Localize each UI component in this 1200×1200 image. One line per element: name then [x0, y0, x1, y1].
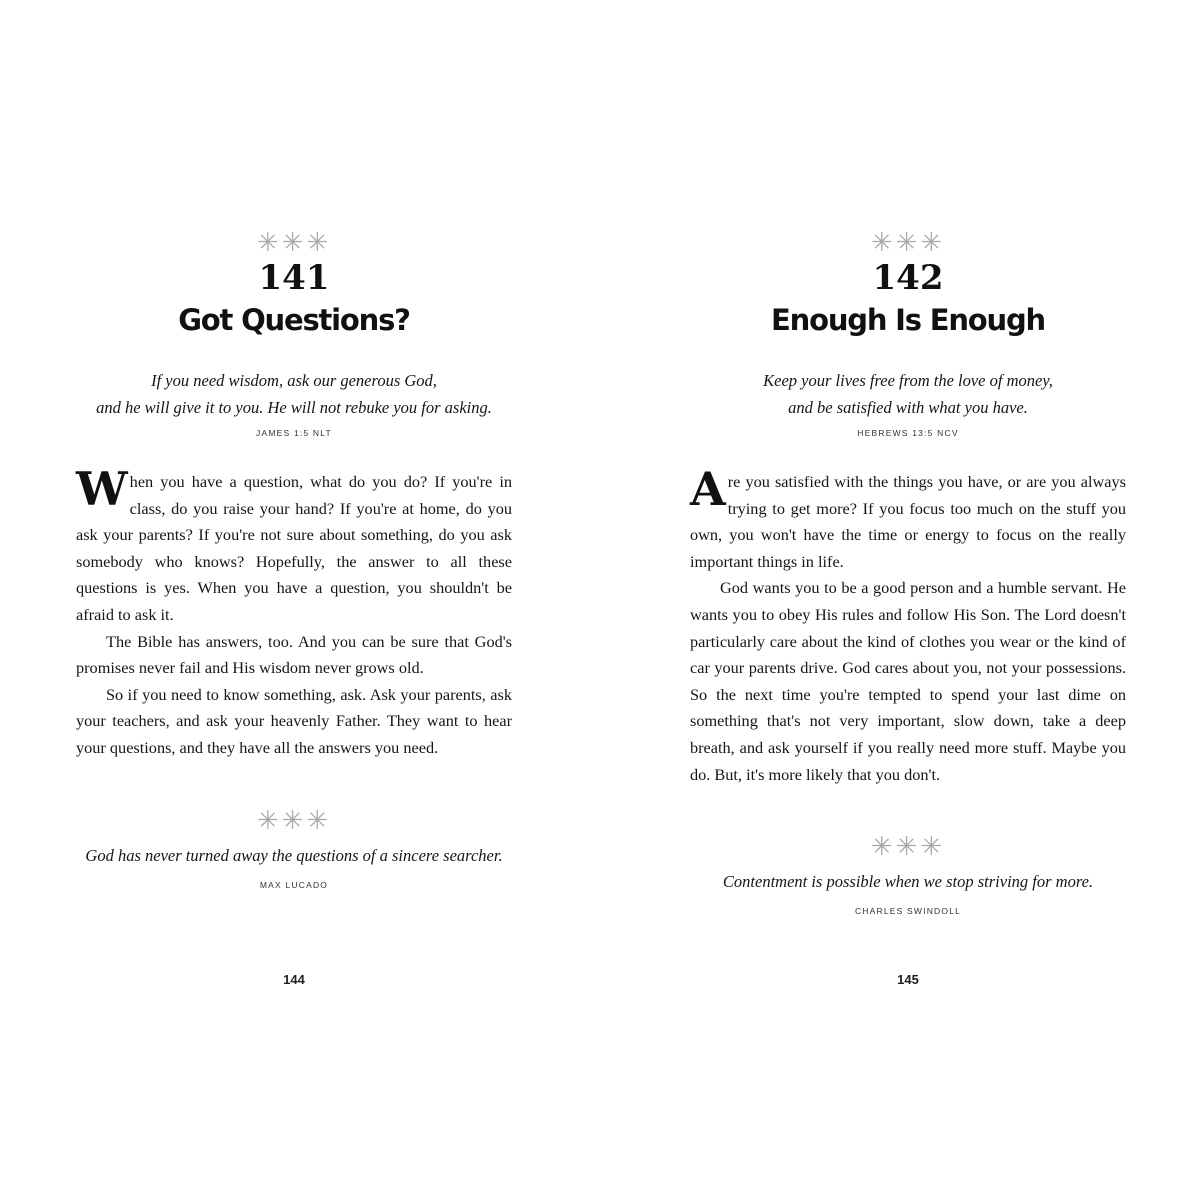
quote-author: CHARLES SWINDOLL [854, 906, 962, 916]
closing-quote: God has never turned away the questions of a sincere searcher. [85, 846, 503, 865]
paragraph-text: re you satisfied with the things you have, or are you always trying to get more? If you focus too much on the stuff you own, you won't have the time or energy to focus on the really important things in life. [690, 472, 1126, 571]
drop-cap: A [690, 462, 726, 516]
scripture-verse [76, 367, 512, 421]
body-paragraph [76, 462, 512, 629]
verse-line: and he will give it to you. He will not rebuke you for asking. [96, 398, 492, 417]
ornament-stars: ✳✳✳ [870, 228, 946, 258]
drop-cap: W [76, 462, 128, 516]
left-page [76, 0, 512, 1200]
body-paragraph: The Bible has answers, too. And you can be sure that God's promises never fail and His wisdom never grows old. [76, 631, 512, 678]
quote-author: MAX LUCADO [259, 880, 329, 890]
verse-reference: JAMES 1:5 NLT [256, 428, 332, 438]
devotion-title: Enough Is Enough [771, 303, 1045, 337]
ornament-stars: ✳✳✳ [256, 806, 332, 836]
page-number: 145 [897, 972, 919, 987]
ornament-stars: ✳✳✳ [870, 832, 946, 862]
closing-quote: Contentment is possible when we stop striving for more. [722, 872, 1094, 891]
scripture-verse [690, 367, 1126, 421]
devotion-number: 141 [258, 258, 330, 298]
verse-line: If you need wisdom, ask our generous God, [151, 371, 437, 390]
devotion-body [690, 462, 1126, 788]
ornament-stars: ✳✳✳ [256, 228, 332, 258]
body-paragraph [690, 462, 1126, 575]
paragraph-text: hen you have a question, what do you do? If you're in class, do you raise your hand? If you're at home, do you ask your parents? If you're not sure about something, do you ask somebody who knows? Hopefully, the answer to all these questions is yes. When you have a question, you shouldn't be afraid to ask it. [76, 472, 512, 624]
body-paragraph: So if you need to know something, ask. Ask your parents, ask your teachers, and ask your heavenly Father. They want to hear your questions, and they have all the answers you need. [76, 684, 512, 757]
devotion-title: Got Questions? [178, 303, 410, 337]
page-number: 144 [283, 972, 305, 987]
devotion-body [76, 462, 512, 762]
verse-reference: HEBREWS 13:5 NCV [857, 428, 959, 438]
verse-line: and be satisfied with what you have. [788, 398, 1028, 417]
verse-line: Keep your lives free from the love of money, [763, 371, 1053, 390]
devotion-number: 142 [872, 258, 944, 298]
right-page [690, 0, 1126, 1200]
body-paragraph: God wants you to be a good person and a humble servant. He wants you to obey His rules and follow His Son. The Lord doesn't particularly care about the kind of clothes you wear or the kind of car your parents drive. God cares about you, not your possessions. So the next time you're tempted to spend your last dime on something that's not very important, slow down, take a deep breath, and ask yourself if you really need more stuff. Maybe you do. But, it's more likely that you don't. [690, 578, 1126, 784]
